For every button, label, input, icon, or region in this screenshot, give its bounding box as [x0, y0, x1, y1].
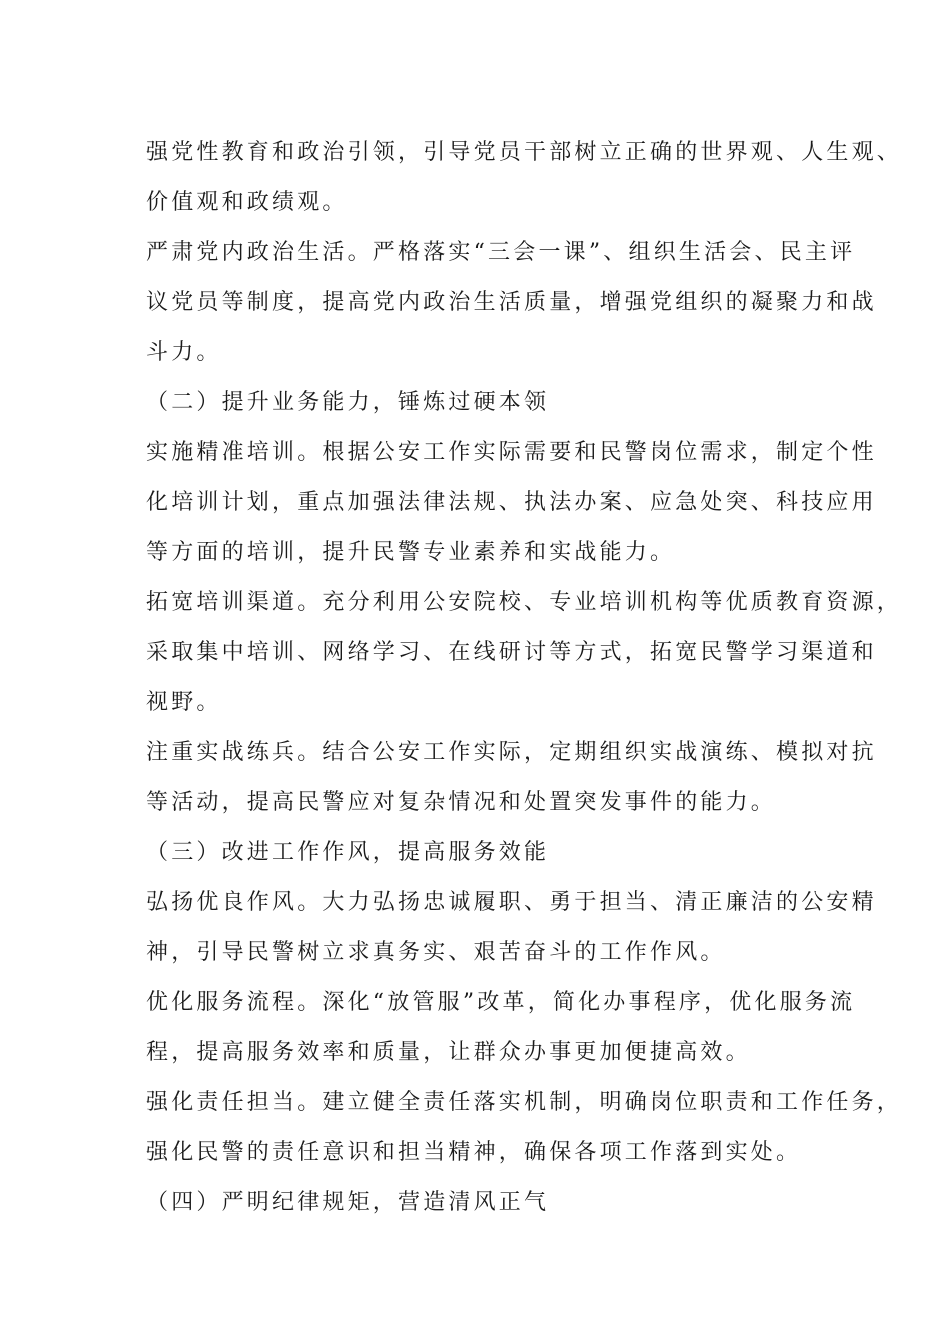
text-line: 等方面的培训，提升民警专业素养和实战能力。	[146, 540, 676, 565]
text-line: 议党员等制度，提高党内政治生活质量，增强党组织的凝聚力和战	[146, 290, 877, 315]
text-line: 强党性教育和政治引领，引导党员干部树立正确的世界观、人生观、	[146, 140, 903, 165]
text-line: 神，引导民警树立求真务实、艰苦奋斗的工作作风。	[146, 940, 726, 965]
text-line: 视野。	[146, 690, 222, 715]
paragraph-line: 弘扬优良作风。大力弘扬忠诚履职、勇于担当、清正廉洁的公安精	[146, 890, 877, 915]
text-line: 程，提高服务效率和质量，让群众办事更加便捷高效。	[146, 1040, 751, 1065]
section-heading: （三）改进工作作风，提高服务效能	[146, 840, 550, 865]
text-line: 斗力。	[146, 340, 222, 365]
paragraph-line: 强化责任担当。建立健全责任落实机制，明确岗位职责和工作任务，	[146, 1090, 903, 1115]
text-line: 等活动，提高民警应对复杂情况和处置突发事件的能力。	[146, 790, 777, 815]
paragraph-line: 实施精准培训。根据公安工作实际需要和民警岗位需求，制定个性	[146, 440, 877, 465]
text-line: 价值观和政绩观。	[146, 190, 348, 215]
paragraph-line: 注重实战练兵。结合公安工作实际，定期组织实战演练、模拟对抗	[146, 740, 877, 765]
text-line: 采取集中培训、网络学习、在线研讨等方式，拓宽民警学习渠道和	[146, 640, 877, 665]
paragraph-line: 优化服务流程。深化“放管服”改革，简化办事程序，优化服务流	[146, 990, 856, 1015]
paragraph-line: 拓宽培训渠道。充分利用公安院校、专业培训机构等优质教育资源，	[146, 590, 903, 615]
section-heading: （四）严明纪律规矩，营造清风正气	[146, 1190, 550, 1215]
text-line: 强化民警的责任意识和担当精神，确保各项工作落到实处。	[146, 1140, 802, 1165]
section-heading: （二）提升业务能力，锤炼过硬本领	[146, 390, 550, 415]
document-body	[146, 128, 903, 1228]
text-line: 化培训计划，重点加强法律法规、执法办案、应急处突、科技应用	[146, 490, 877, 515]
paragraph-line: 严肃党内政治生活。严格落实“三会一课”、组织生活会、民主评	[146, 240, 856, 265]
